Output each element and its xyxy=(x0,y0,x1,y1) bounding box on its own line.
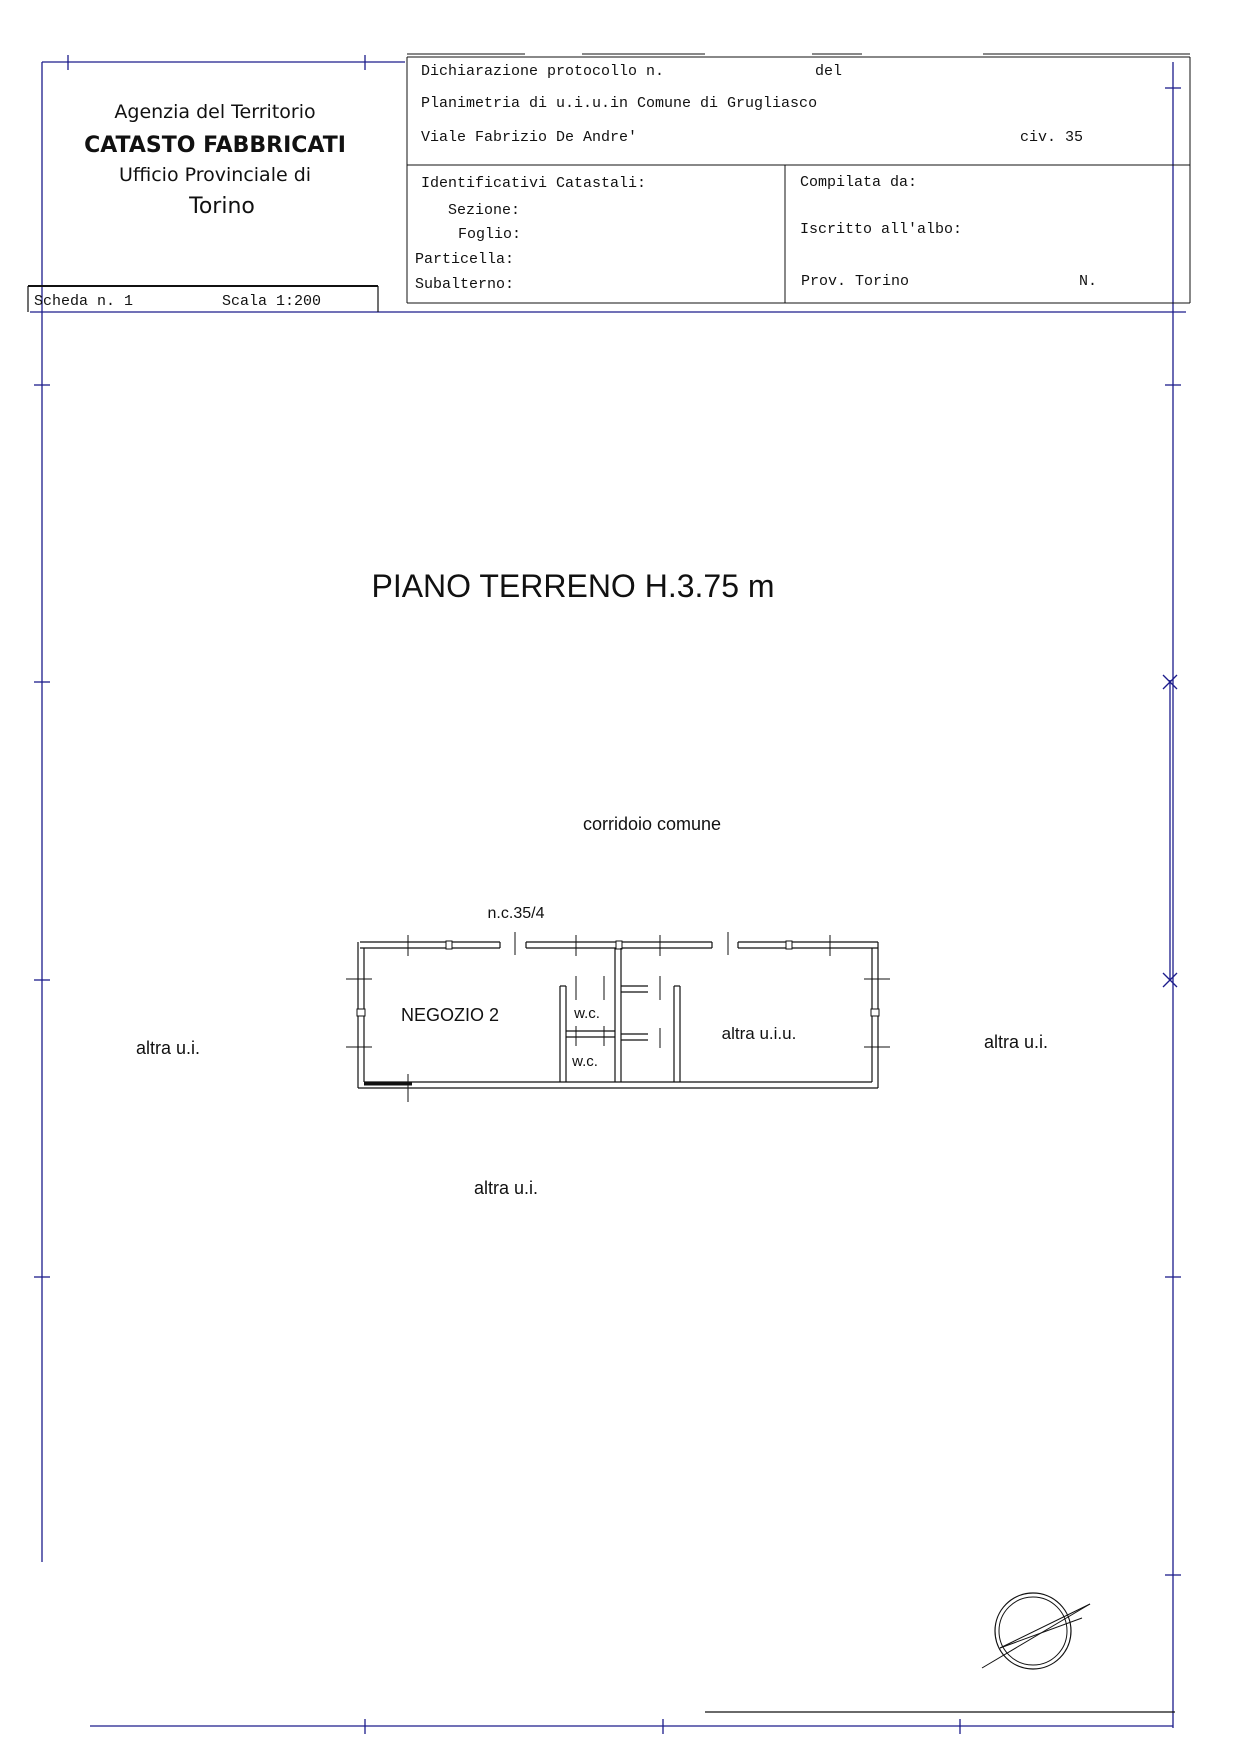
other-unit-bottom-label: altra u.i. xyxy=(473,1178,539,1198)
civic-number: civ. 35 xyxy=(1020,129,1084,146)
registered-label: Iscritto all'albo: xyxy=(800,221,963,238)
rear-wall xyxy=(358,1074,878,1102)
province-name: Torino xyxy=(189,194,255,219)
scheda-number: Scheda n. 1 xyxy=(34,293,134,310)
other-unit-left-label: altra u.i. xyxy=(135,1038,201,1058)
left-wall xyxy=(346,942,372,1088)
wc-upper-label: w.c. xyxy=(574,1005,600,1022)
facade-wall xyxy=(360,932,878,956)
other-unit-right-label: altra u.i. xyxy=(983,1032,1049,1052)
subalterno-label: Subalterno: xyxy=(415,276,515,293)
sheet-frame xyxy=(30,55,1186,1734)
declaration-box xyxy=(407,54,1190,303)
shop-label: NEGOZIO 2 xyxy=(400,1005,500,1025)
house-number-label: n.c.35/4 xyxy=(487,905,545,922)
particella-label: Particella: xyxy=(415,251,515,268)
cadastral-ids-label: Identificativi Catastali: xyxy=(421,175,647,192)
protocol-label: Dichiarazione protocollo n. xyxy=(421,63,665,80)
floor-plan xyxy=(346,932,890,1102)
north-arrow-icon xyxy=(982,1593,1090,1669)
scale-label: Scala 1:200 xyxy=(222,293,322,310)
corridor-label: corridoio comune xyxy=(582,814,722,834)
catasto-title: CATASTO FABBRICATI xyxy=(84,133,346,158)
agency-name: Agenzia del Territorio xyxy=(114,101,316,123)
floor-title: PIANO TERRENO H.3.75 m xyxy=(371,568,775,604)
plan-municipality: Planimetria di u.i.u.in Comune di Grugliasco xyxy=(421,95,818,112)
agency-block xyxy=(84,101,346,219)
date-label: del xyxy=(815,63,843,80)
province-registry: Prov. Torino xyxy=(801,273,910,290)
wc-lower-label: w.c. xyxy=(572,1053,598,1070)
foglio-label: Foglio: xyxy=(458,226,522,243)
registry-number-label: N. xyxy=(1079,273,1098,290)
street-address: Viale Fabrizio De Andre' xyxy=(421,129,638,146)
scheda-scala-box xyxy=(28,286,378,312)
other-unit-inside-label: altra u.i.u. xyxy=(721,1024,797,1043)
right-wall xyxy=(864,942,890,1088)
sezione-label: Sezione: xyxy=(448,202,521,219)
compiled-by-label: Compilata da: xyxy=(800,174,918,191)
office-label: Ufficio Provinciale di xyxy=(118,164,312,186)
